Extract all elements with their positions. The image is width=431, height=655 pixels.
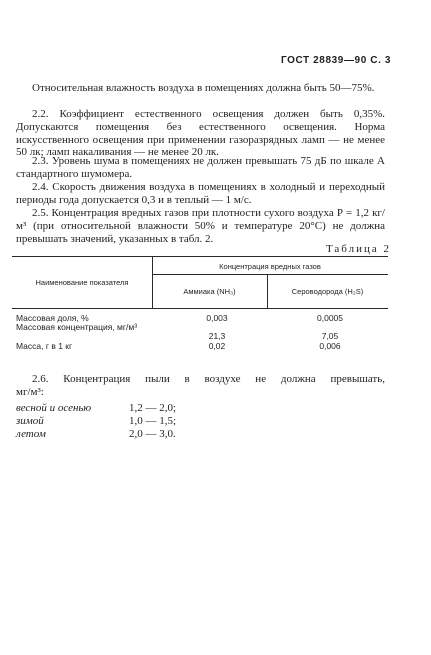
table-header-indicator: Наименование показателя: [35, 278, 129, 287]
dust-value: 2,0 — 3,0.: [129, 428, 176, 440]
gas-concentration-table: [12, 256, 388, 352]
paragraph-air-speed: 2.4. Скорость движения воздуха в помещениях в холодный и переходный периоды года допускается 0,3 и в теплый — 1 м/с.: [16, 181, 385, 206]
table-header-rule: [12, 308, 388, 309]
table-cell-ammonia: 0,003: [206, 313, 228, 323]
table-top-rule: [12, 256, 388, 257]
table-header-h2s: Сероводорода (H₂S): [291, 287, 364, 296]
paragraph-gases: 2.5. Концентрация вредных газов при плотности сухого воздуха Р = 1,2 кг/м³ (при относительной влажности 50% и температуре 20°С) не должна превышать значений, указанных в табл. 2.: [16, 207, 385, 245]
paragraph-lighting: 2.2. Коэффициент естественного освещения должен быть 0,35%. Допускаются помещения без естественного освещения. Норма искусственного освещения при применении газоразрядных ламп — не менее 50 лк; ламп накаливания — не менее 20 лк.: [16, 108, 385, 159]
table-cell-h2s: 7,05: [321, 331, 339, 341]
table-group-rule: [152, 274, 388, 275]
dust-season: весной и осенью: [16, 402, 92, 414]
dust-value: 1,0 — 1,5;: [129, 415, 177, 427]
paragraph-noise: 2.3. Уровень шума в помещениях не должен превышать 75 дБ по шкале А стандартного шумомера.: [16, 155, 385, 180]
dust-row: [16, 402, 176, 415]
table-header-ammonia: Аммиака (NH₃): [183, 287, 236, 296]
dust-season: зимой: [16, 415, 44, 427]
table-header-group: Концентрация вредных газов: [219, 262, 321, 271]
paragraph-dust-unit: мг/м³:: [16, 386, 44, 398]
table-row-label: Массовая концентрация, мг/м³: [16, 322, 138, 332]
dust-value: 1,2 — 2,0;: [129, 402, 177, 414]
page-header: ГОСТ 28839—90 С. 3: [280, 55, 391, 66]
table-cell-ammonia: 0,02: [208, 341, 226, 351]
table-row-label: Масса, г в 1 кг: [16, 341, 73, 351]
table-row-label: Массовая доля, %: [16, 313, 89, 323]
table-cell-h2s: 0,006: [319, 341, 341, 351]
table-cell-h2s: 0,0005: [317, 313, 343, 323]
table-caption: Таблица 2: [325, 243, 391, 255]
paragraph-humidity: Относительная влажность воздуха в помещениях должна быть 50—75%.: [32, 82, 375, 94]
dust-row: [16, 428, 176, 441]
dust-row: [16, 415, 176, 428]
paragraph-dust: 2.6. Концентрация пыли в воздухе не должна превышать,: [32, 373, 385, 385]
dust-season: летом: [16, 428, 46, 440]
table-cell-ammonia: 21,3: [208, 331, 226, 341]
